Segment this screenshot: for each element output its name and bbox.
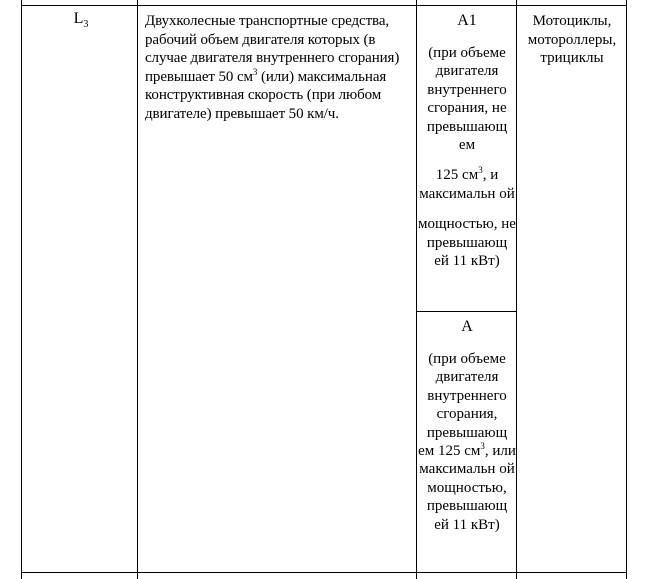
description-part-1: Двухколесные транспортные средства, рабочий объем двигателя которых (в случае двигателя внутреннего сгорания) превышает 50 см [145, 13, 400, 85]
category-a1-text-2-pre: 125 см [435, 167, 479, 184]
category-a-text [418, 350, 516, 534]
license-category-a1 [418, 12, 516, 270]
category-a-text-sup: 3 [480, 441, 485, 452]
category-split-line [416, 311, 517, 312]
license-category-a [418, 318, 516, 534]
vehicle-description [145, 12, 413, 124]
category-a1-text-3: мощностью, не превышающ ей 11 кВт) [418, 216, 516, 270]
category-a-label: A [461, 318, 473, 335]
code-subscript: 3 [83, 19, 89, 31]
table-top-border [21, 5, 627, 6]
table-border-left [21, 0, 22, 579]
description-part-2: (или) максимальная конструктивная скорость (при любом двигателе) превышает 50 км/ч. [145, 68, 387, 122]
category-a1-text-2-sup: 3 [478, 165, 483, 176]
table-border-right [626, 0, 627, 579]
category-a1-text-2 [418, 166, 516, 203]
category-a1-text-2-post: , и максимальн ой [419, 167, 515, 202]
vehicle-types: Мотоциклы, мотороллеры, трициклы [527, 13, 617, 67]
category-a-text-pre: (при объеме двигателя внутреннего сгорания, превышающ ем 125 см [418, 351, 508, 460]
category-a1-text-1: (при объеме двигателя внутреннего сгорания, не превышающ ем [426, 45, 508, 154]
table-row-bottom-border [21, 572, 627, 573]
table-divider-1 [137, 0, 138, 579]
code-main: L [73, 10, 84, 27]
table-divider-3 [516, 0, 517, 579]
table-divider-2 [416, 0, 417, 579]
category-a-text-post: , или максимальн ой мощностью, превышающ ей 11 кВт) [419, 443, 516, 533]
vehicle-category-code [25, 10, 137, 31]
category-a1-label: A1 [457, 12, 477, 29]
description-superscript: 3 [252, 66, 258, 77]
